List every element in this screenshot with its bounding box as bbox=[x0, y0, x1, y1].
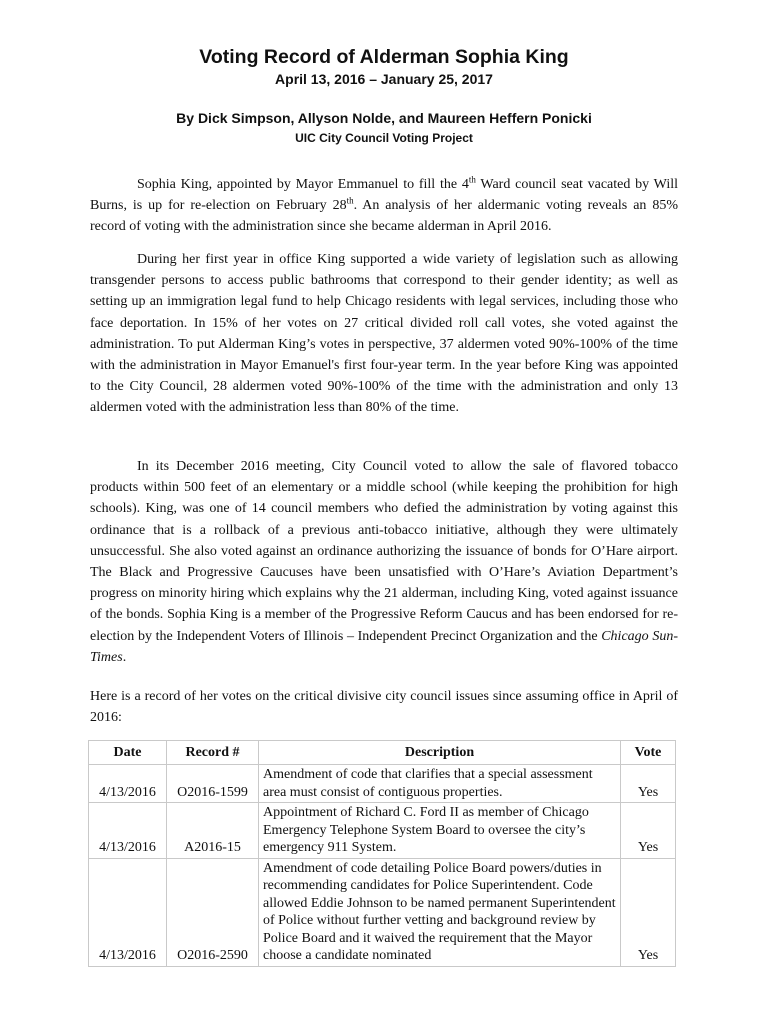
paragraph-intro bbox=[90, 174, 678, 238]
ordinal-suffix: th bbox=[346, 195, 354, 206]
voting-record-table bbox=[88, 740, 676, 967]
cell-description: Appointment of Richard C. Ford II as member of Chicago Emergency Telephone System Board to oversee the city’s emergency 911 System. bbox=[259, 803, 621, 859]
column-header-record: Record # bbox=[167, 741, 259, 765]
cell-description: Amendment of code detailing Police Board powers/duties in recommending candidates for Police Superintendent. Code allowed Eddie Johnson to be named permanent Superintendent of Police without further vetting and background review by Police Board and it waived the requirement that the Mayor choose a candidate nominated bbox=[259, 858, 621, 966]
cell-record: A2016-15 bbox=[167, 803, 259, 859]
table-row bbox=[89, 858, 676, 966]
paragraph-december-end: . bbox=[122, 649, 127, 665]
cell-record: O2016-1599 bbox=[167, 765, 259, 803]
cell-record: O2016-2590 bbox=[167, 858, 259, 966]
project-name: UIC City Council Voting Project bbox=[295, 131, 473, 145]
cell-description: Amendment of code that clarifies that a special assessment area must consist of contiguous properties. bbox=[259, 765, 621, 803]
paragraph-table-intro: Here is a record of her votes on the critical divisive city council issues since assuming office in April of 2016: bbox=[90, 689, 678, 726]
column-header-date: Date bbox=[89, 741, 167, 765]
cell-vote: Yes bbox=[621, 803, 676, 859]
paragraph-december-meeting bbox=[90, 456, 678, 668]
cell-date: 4/13/2016 bbox=[89, 765, 167, 803]
table-header-row bbox=[89, 741, 676, 765]
ordinal-suffix: th bbox=[468, 174, 476, 185]
date-range: April 13, 2016 – January 25, 2017 bbox=[275, 71, 493, 87]
paragraph-intro-part2: Ward council seat vacated by Will Burns, is up for re-election on February 28 bbox=[90, 177, 678, 214]
cell-date: 4/13/2016 bbox=[89, 803, 167, 859]
cell-vote: Yes bbox=[621, 765, 676, 803]
column-header-vote: Vote bbox=[621, 741, 676, 765]
table-row bbox=[89, 765, 676, 803]
paragraph-intro-part3: . An analysis of her aldermanic voting reveals an 85% record of voting with the administration since she became alderman in April 2016. bbox=[90, 198, 679, 235]
paragraph-first-year: During her first year in office King supported a wide variety of legislation such as allowing transgender persons to access public bathrooms that correspond to their gender identity; as well as setting up an immigration legal fund to help Chicago residents with legal services, including those who face deportation. In 15% of her votes on 27 critical divided roll call votes, she voted against the administration. To put Alderman King’s votes in perspective, 37 aldermen voted 90%-100% of the time with the administration in Mayor Emanuel's first four-year term. In the year before King was appointed to the City Council, 28 aldermen voted 90%-100% of the time with the administration and only 13 aldermen voted with the administration less than 80% of the time. bbox=[90, 252, 678, 416]
column-header-description: Description bbox=[259, 741, 621, 765]
paragraph-december-main: In its December 2016 meeting, City Council voted to allow the sale of flavored tobacco products within 500 feet of an elementary or a middle school (while keeping the prohibition for high schools). King, was one of 14 council members who defied the administration by voting against this ordinance that is a rollback of a previous anti-tobacco initiative, although they were ultimately unsuccessful. She also voted against an ordinance authorizing the issuance of bonds for O’Hare airport. The Black and Progressive Caucuses have been unsatisfied with O’Hare’s Aviation Department’s progress on minority hiring which explains why the 21 alderman, including King, voted against issuance of the bonds. Sophia King is a member of the Progressive Reform Caucus and has been endorsed for re-election by the Independent Voters of Illinois – Independent Precinct Organization and the bbox=[90, 459, 678, 644]
cell-date: 4/13/2016 bbox=[89, 858, 167, 966]
cell-vote: Yes bbox=[621, 858, 676, 966]
paragraph-intro-part1: Sophia King, appointed by Mayor Emmanuel to fill the 4 bbox=[137, 177, 469, 192]
table-row bbox=[89, 803, 676, 859]
author-byline: By Dick Simpson, Allyson Nolde, and Maureen Heffern Ponicki bbox=[176, 110, 592, 126]
newspaper-name: Chicago Sun-Times bbox=[90, 628, 678, 665]
document-title: Voting Record of Alderman Sophia King bbox=[199, 46, 569, 68]
